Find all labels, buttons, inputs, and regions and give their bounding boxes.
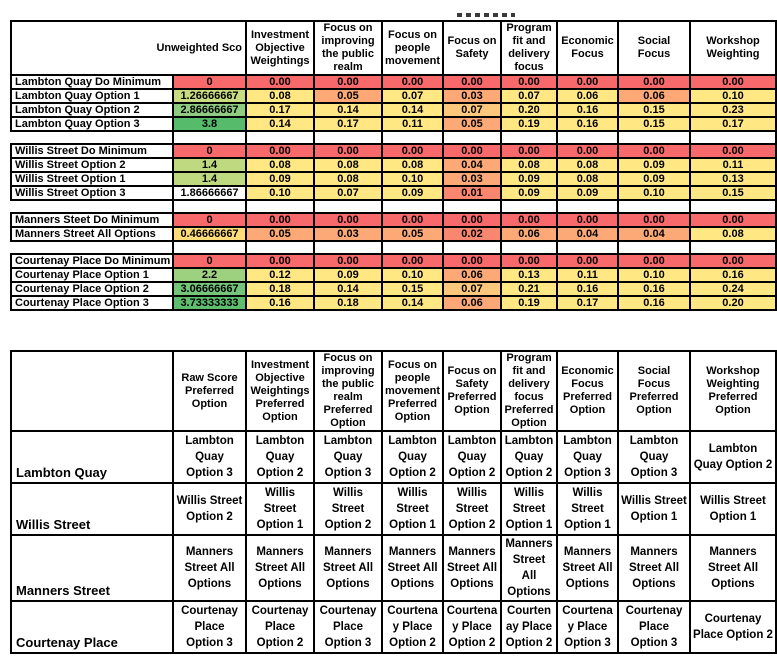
score-cell[interactable]: 0.05 — [443, 117, 501, 131]
spacer-cell — [173, 131, 246, 144]
score-cell[interactable]: 0.17 — [690, 117, 776, 131]
score-cell[interactable]: 0.00 — [557, 213, 618, 227]
preferred-option-cell[interactable]: Willis Street Option 2 — [443, 483, 501, 535]
spacer-cell — [382, 200, 443, 213]
row-label[interactable]: Willis Street Do Minimum — [11, 144, 173, 158]
preferred-option-cell[interactable]: Manners Street All Options — [690, 535, 776, 601]
column-header-people-movement-preferred[interactable]: Focus on people movement Preferred Option — [382, 351, 443, 431]
score-cell[interactable]: 0.00 — [443, 254, 501, 268]
score-cell[interactable]: 0.07 — [382, 89, 443, 103]
preferred-option-cell[interactable]: Lambton Quay Option 2 — [246, 431, 314, 483]
score-cell[interactable]: 0.00 — [618, 254, 690, 268]
score-cell[interactable]: 0.09 — [382, 186, 443, 200]
score-cell[interactable]: 0.16 — [618, 282, 690, 296]
row-label[interactable]: Willis Street Option 1 — [11, 172, 173, 186]
score-cell[interactable]: 0.00 — [314, 254, 382, 268]
preferred-options-body — [11, 431, 776, 653]
score-cell[interactable]: 0.06 — [443, 296, 501, 310]
score-cell[interactable]: 0.08 — [314, 172, 382, 186]
score-cell[interactable]: 0.00 — [690, 144, 776, 158]
score-cell[interactable]: 0.03 — [443, 172, 501, 186]
score-cell[interactable]: 0.07 — [314, 186, 382, 200]
column-header-safety[interactable]: Focus on Safety — [443, 21, 501, 75]
score-cell[interactable]: 1.4 — [173, 158, 246, 172]
score-cell[interactable]: 0.08 — [246, 158, 314, 172]
score-cell[interactable]: 0.00 — [314, 213, 382, 227]
score-cell[interactable]: 1.26666667 — [173, 89, 246, 103]
score-cell[interactable]: 0.14 — [314, 282, 382, 296]
preferred-option-cell[interactable]: Manners Street All Options — [382, 535, 443, 601]
score-cell[interactable]: 0.00 — [501, 254, 557, 268]
score-cell[interactable]: 0 — [173, 254, 246, 268]
clipped-text-fragment — [457, 13, 515, 17]
spacer-cell — [443, 241, 501, 254]
preferred-option-cell[interactable]: Manners Street All Options — [173, 535, 246, 601]
spacer-cell — [690, 241, 776, 254]
weighted-scores-table — [10, 20, 777, 311]
score-cell[interactable]: 0.09 — [501, 172, 557, 186]
score-cell[interactable]: 0.16 — [557, 282, 618, 296]
score-cell[interactable]: 0.00 — [314, 75, 382, 89]
score-cell[interactable]: 0.03 — [314, 227, 382, 241]
score-cell[interactable]: 0.00 — [443, 75, 501, 89]
column-header-raw-score-preferred[interactable]: Raw Score Preferred Option — [173, 351, 246, 431]
score-cell[interactable]: 0.08 — [690, 227, 776, 241]
row-label[interactable]: Willis Street Option 2 — [11, 158, 173, 172]
score-cell[interactable]: 0.14 — [382, 103, 443, 117]
score-cell[interactable]: 0.06 — [443, 268, 501, 282]
preferred-option-cell[interactable]: Willis Street Option 1 — [618, 483, 690, 535]
score-cell[interactable]: 0.09 — [618, 158, 690, 172]
spacer-cell — [246, 200, 314, 213]
column-header-public-realm-preferred[interactable]: Focus on improving the public realm Preferred Option — [314, 351, 382, 431]
preferred-option-cell[interactable]: Lambton Quay Option 3 — [314, 431, 382, 483]
preferred-option-cell[interactable]: Courtenay Place Option 2 — [246, 601, 314, 653]
spacer-cell — [618, 131, 690, 144]
score-cell[interactable]: 0.10 — [246, 186, 314, 200]
score-cell[interactable]: 0.11 — [690, 158, 776, 172]
score-cell[interactable]: 0.21 — [501, 282, 557, 296]
spacer-cell — [557, 241, 618, 254]
score-cell[interactable]: 0.10 — [618, 186, 690, 200]
score-cell[interactable]: 0.00 — [443, 213, 501, 227]
spacer-cell — [557, 131, 618, 144]
score-cell[interactable]: 0.13 — [690, 172, 776, 186]
preferred-options-table — [10, 350, 777, 654]
preferred-option-cell[interactable]: Courtenay Place Option 3 — [314, 601, 382, 653]
column-header-program-fit[interactable]: Program fit and delivery focus — [501, 21, 557, 75]
score-cell[interactable]: 0.11 — [557, 268, 618, 282]
spacer-cell — [246, 131, 314, 144]
score-cell[interactable]: 0.06 — [557, 89, 618, 103]
row-label[interactable]: Manners Street All Options — [11, 227, 173, 241]
score-cell[interactable]: 0.14 — [382, 296, 443, 310]
score-cell[interactable]: 0.46666667 — [173, 227, 246, 241]
corner-cell[interactable] — [11, 351, 173, 431]
score-cell[interactable]: 0.09 — [246, 172, 314, 186]
column-header-economic-focus[interactable]: Economic Focus — [557, 21, 618, 75]
preferred-option-cell[interactable]: Manners Street All Options — [314, 535, 382, 601]
preferred-option-cell[interactable]: Courtenay Place Option 2 — [501, 601, 557, 653]
score-cell[interactable]: 0.20 — [501, 103, 557, 117]
spacer-row — [11, 131, 776, 144]
score-cell[interactable]: 0.00 — [501, 75, 557, 89]
score-cell[interactable]: 0.00 — [501, 144, 557, 158]
score-cell[interactable]: 0.00 — [557, 144, 618, 158]
spacer-cell — [443, 200, 501, 213]
row-label[interactable]: Lambton Quay Option 3 — [11, 117, 173, 131]
spacer-cell — [173, 200, 246, 213]
score-cell[interactable]: 0.15 — [690, 186, 776, 200]
column-header-social-preferred[interactable]: Social Focus Preferred Option — [618, 351, 690, 431]
score-cell[interactable]: 0.00 — [246, 254, 314, 268]
preferred-option-cell[interactable]: Courtenay Place Option 3 — [618, 601, 690, 653]
score-cell[interactable]: 0.02 — [443, 227, 501, 241]
column-header-workshop-preferred[interactable]: Workshop Weighting Preferred Option — [690, 351, 776, 431]
column-header-public-realm[interactable]: Focus on improving the public realm — [314, 21, 382, 75]
table-row — [11, 186, 776, 200]
column-header-unweighted-score[interactable]: Unweighted Sco — [11, 21, 246, 75]
row-label[interactable]: Courtenay Place Option 1 — [11, 268, 173, 282]
score-cell[interactable]: 3.06666667 — [173, 282, 246, 296]
score-cell[interactable]: 3.73333333 — [173, 296, 246, 310]
spacer-cell — [173, 241, 246, 254]
score-cell[interactable]: 0.09 — [501, 186, 557, 200]
table-row — [11, 227, 776, 241]
preferred-option-cell[interactable]: Courtenay Place Option 2 — [443, 601, 501, 653]
row-label[interactable]: Courtenay Place Do Minimum — [11, 254, 173, 268]
score-cell[interactable]: 0.00 — [557, 75, 618, 89]
score-cell[interactable]: 0.04 — [557, 227, 618, 241]
spacer-cell — [246, 241, 314, 254]
score-cell[interactable]: 0.00 — [501, 213, 557, 227]
score-cell[interactable]: 0 — [173, 213, 246, 227]
score-cell[interactable]: 0.15 — [618, 117, 690, 131]
table-row — [11, 117, 776, 131]
score-cell[interactable]: 0.00 — [382, 254, 443, 268]
table-row — [11, 268, 776, 282]
row-label[interactable]: Courtenay Place Option 3 — [11, 296, 173, 310]
preferred-option-cell[interactable]: Manners Street All Options — [557, 535, 618, 601]
score-cell[interactable]: 0.11 — [382, 117, 443, 131]
score-cell[interactable]: 2.2 — [173, 268, 246, 282]
score-cell[interactable]: 0.13 — [501, 268, 557, 282]
score-cell[interactable]: 0.17 — [557, 296, 618, 310]
table-row — [11, 254, 776, 268]
preferred-option-cell[interactable]: Willis Street Option 1 — [501, 483, 557, 535]
preferred-option-cell[interactable]: Lambton Quay Option 2 — [382, 431, 443, 483]
spacer-cell — [382, 241, 443, 254]
column-header-program-fit-preferred[interactable]: Program fit and delivery focus Preferred Option — [501, 351, 557, 431]
spacer-cell — [314, 131, 382, 144]
score-cell[interactable]: 0 — [173, 144, 246, 158]
spacer-label-cell — [11, 241, 173, 254]
score-cell[interactable]: 0.10 — [382, 268, 443, 282]
header-row — [11, 351, 776, 431]
preferred-option-cell[interactable]: Lambton Quay Option 3 — [173, 431, 246, 483]
preferred-option-cell[interactable]: Lambton Quay Option 3 — [618, 431, 690, 483]
preferred-option-cell[interactable]: Willis Street Option 1 — [557, 483, 618, 535]
score-cell[interactable]: 0.14 — [246, 117, 314, 131]
score-cell[interactable]: 3.8 — [173, 117, 246, 131]
score-cell[interactable]: 0.00 — [246, 144, 314, 158]
score-cell[interactable]: 0.18 — [314, 296, 382, 310]
score-cell[interactable]: 0.07 — [443, 282, 501, 296]
preferred-option-cell[interactable]: Manners Street All Options — [443, 535, 501, 601]
column-header-safety-preferred[interactable]: Focus on Safety Preferred Option — [443, 351, 501, 431]
score-cell[interactable]: 0.08 — [246, 89, 314, 103]
spacer-cell — [314, 200, 382, 213]
score-cell[interactable]: 0.08 — [501, 158, 557, 172]
preferred-option-cell[interactable]: Courtenay Place Option 2 — [690, 601, 776, 653]
score-cell[interactable]: 0.10 — [690, 89, 776, 103]
preferred-option-cell[interactable]: Courtenay Place Option 3 — [173, 601, 246, 653]
preferred-option-cell[interactable]: Willis Street Option 2 — [173, 483, 246, 535]
score-cell[interactable]: 0.00 — [246, 213, 314, 227]
spacer-cell — [618, 200, 690, 213]
score-cell[interactable]: 0 — [173, 75, 246, 89]
table-row — [11, 144, 776, 158]
weighted-scores-body — [11, 75, 776, 310]
preferred-option-cell[interactable]: Willis Street Option 1 — [382, 483, 443, 535]
spacer-label-cell — [11, 131, 173, 144]
score-cell[interactable]: 0.05 — [246, 227, 314, 241]
score-cell[interactable]: 0.18 — [246, 282, 314, 296]
spacer-cell — [501, 241, 557, 254]
spacer-label-cell — [11, 200, 173, 213]
spacer-cell — [501, 131, 557, 144]
score-cell[interactable]: 0.08 — [382, 158, 443, 172]
score-cell[interactable]: 0.17 — [314, 117, 382, 131]
score-cell[interactable]: 0.10 — [382, 172, 443, 186]
table-row — [11, 282, 776, 296]
table-row — [11, 213, 776, 227]
table-row — [11, 431, 776, 483]
preferred-option-cell[interactable]: Lambton Quay Option 3 — [557, 431, 618, 483]
row-label[interactable]: Willis Street Option 3 — [11, 186, 173, 200]
score-cell[interactable]: 0.00 — [690, 254, 776, 268]
score-cell[interactable]: 0.19 — [501, 296, 557, 310]
table-row — [11, 158, 776, 172]
score-cell[interactable]: 0.16 — [690, 268, 776, 282]
score-cell[interactable]: 0.06 — [618, 89, 690, 103]
score-cell[interactable]: 0.04 — [618, 227, 690, 241]
street-label[interactable]: Lambton Quay — [11, 431, 173, 483]
score-cell[interactable]: 0.16 — [618, 296, 690, 310]
score-cell[interactable]: 0.08 — [557, 158, 618, 172]
score-cell[interactable]: 0.08 — [557, 172, 618, 186]
preferred-option-cell[interactable]: Courtenay Place Option 2 — [382, 601, 443, 653]
score-cell[interactable]: 1.4 — [173, 172, 246, 186]
preferred-option-cell[interactable]: Willis Street Option 1 — [246, 483, 314, 535]
score-cell[interactable]: 0.00 — [382, 75, 443, 89]
score-cell[interactable]: 0.19 — [501, 117, 557, 131]
score-cell[interactable]: 0.00 — [382, 213, 443, 227]
row-label[interactable]: Lambton Quay Option 2 — [11, 103, 173, 117]
preferred-option-cell[interactable]: Courtenay Place Option 3 — [557, 601, 618, 653]
row-label[interactable]: Courtenay Place Option 2 — [11, 282, 173, 296]
score-cell[interactable]: 0.09 — [557, 186, 618, 200]
spacer-cell — [690, 131, 776, 144]
spacer-cell — [382, 131, 443, 144]
street-label[interactable]: Courtenay Place — [11, 601, 173, 653]
column-header-economic-preferred[interactable]: Economic Focus Preferred Option — [557, 351, 618, 431]
street-label[interactable]: Manners Street — [11, 535, 173, 601]
score-cell[interactable]: 0.17 — [246, 103, 314, 117]
score-cell[interactable]: 0.16 — [557, 117, 618, 131]
spacer-cell — [557, 200, 618, 213]
score-cell[interactable]: 0.16 — [557, 103, 618, 117]
table-row — [11, 535, 776, 601]
table-row — [11, 89, 776, 103]
preferred-option-cell[interactable]: Manners Street All Options — [246, 535, 314, 601]
spacer-cell — [314, 241, 382, 254]
table-row — [11, 103, 776, 117]
score-cell[interactable]: 0.12 — [246, 268, 314, 282]
preferred-option-cell[interactable]: Willis Street Option 2 — [314, 483, 382, 535]
score-cell[interactable]: 0.14 — [314, 103, 382, 117]
score-cell[interactable]: 0.00 — [557, 254, 618, 268]
table-row — [11, 483, 776, 535]
score-cell[interactable]: 0.10 — [618, 268, 690, 282]
table-row — [11, 172, 776, 186]
score-cell[interactable]: 0.00 — [690, 75, 776, 89]
table-row — [11, 296, 776, 310]
score-cell[interactable]: 0.09 — [314, 268, 382, 282]
table-row — [11, 601, 776, 653]
score-cell[interactable]: 0.00 — [690, 213, 776, 227]
preferred-option-cell[interactable]: Manners Street All Options — [501, 535, 557, 601]
score-cell[interactable]: 0.03 — [443, 89, 501, 103]
score-cell[interactable]: 0.15 — [618, 103, 690, 117]
score-cell[interactable]: 0.00 — [314, 144, 382, 158]
score-cell[interactable]: 0.00 — [246, 75, 314, 89]
table-row — [11, 75, 776, 89]
street-label[interactable]: Willis Street — [11, 483, 173, 535]
score-cell[interactable]: 0.00 — [443, 144, 501, 158]
score-cell[interactable]: 0.06 — [501, 227, 557, 241]
preferred-option-cell[interactable]: Willis Street Option 1 — [690, 483, 776, 535]
column-header-investment-objective[interactable]: Investment Objective Weightings — [246, 21, 314, 75]
column-header-workshop-weighting[interactable]: Workshop Weighting — [690, 21, 776, 75]
spacer-row — [11, 241, 776, 254]
column-header-investment-preferred[interactable]: Investment Objective Weightings Preferred Option — [246, 351, 314, 431]
score-cell[interactable]: 0.05 — [314, 89, 382, 103]
score-cell[interactable]: 0.01 — [443, 186, 501, 200]
score-cell[interactable]: 0.24 — [690, 282, 776, 296]
row-label[interactable]: Lambton Quay Option 1 — [11, 89, 173, 103]
spacer-cell — [690, 200, 776, 213]
score-cell[interactable]: 0.16 — [246, 296, 314, 310]
score-cell[interactable]: 0.09 — [618, 172, 690, 186]
score-cell[interactable]: 0.00 — [618, 213, 690, 227]
score-cell[interactable]: 0.15 — [382, 282, 443, 296]
score-cell[interactable]: 0.08 — [314, 158, 382, 172]
score-cell[interactable]: 0.04 — [443, 158, 501, 172]
preferred-option-cell[interactable]: Lambton Quay Option 2 — [501, 431, 557, 483]
preferred-option-cell[interactable]: Lambton Quay Option 2 — [443, 431, 501, 483]
score-cell[interactable]: 0.00 — [382, 144, 443, 158]
spacer-row — [11, 200, 776, 213]
spacer-cell — [443, 131, 501, 144]
score-cell[interactable]: 0.00 — [618, 75, 690, 89]
score-cell[interactable]: 0.05 — [382, 227, 443, 241]
preferred-option-cell[interactable]: Lambton Quay Option 2 — [690, 431, 776, 483]
score-cell[interactable]: 1.86666667 — [173, 186, 246, 200]
score-cell[interactable]: 2.86666667 — [173, 103, 246, 117]
score-cell[interactable]: 0.07 — [501, 89, 557, 103]
column-header-people-movement[interactable]: Focus on people movement — [382, 21, 443, 75]
score-cell[interactable]: 0.20 — [690, 296, 776, 310]
score-cell[interactable]: 0.23 — [690, 103, 776, 117]
spacer-cell — [501, 200, 557, 213]
row-label[interactable]: Manners Steet Do Minimum — [11, 213, 173, 227]
score-cell[interactable]: 0.00 — [618, 144, 690, 158]
column-header-social-focus[interactable]: Social Focus — [618, 21, 690, 75]
header-row — [11, 21, 776, 75]
preferred-option-cell[interactable]: Manners Street All Options — [618, 535, 690, 601]
spacer-cell — [618, 241, 690, 254]
score-cell[interactable]: 0.07 — [443, 103, 501, 117]
row-label[interactable]: Lambton Quay Do Minimum — [11, 75, 173, 89]
